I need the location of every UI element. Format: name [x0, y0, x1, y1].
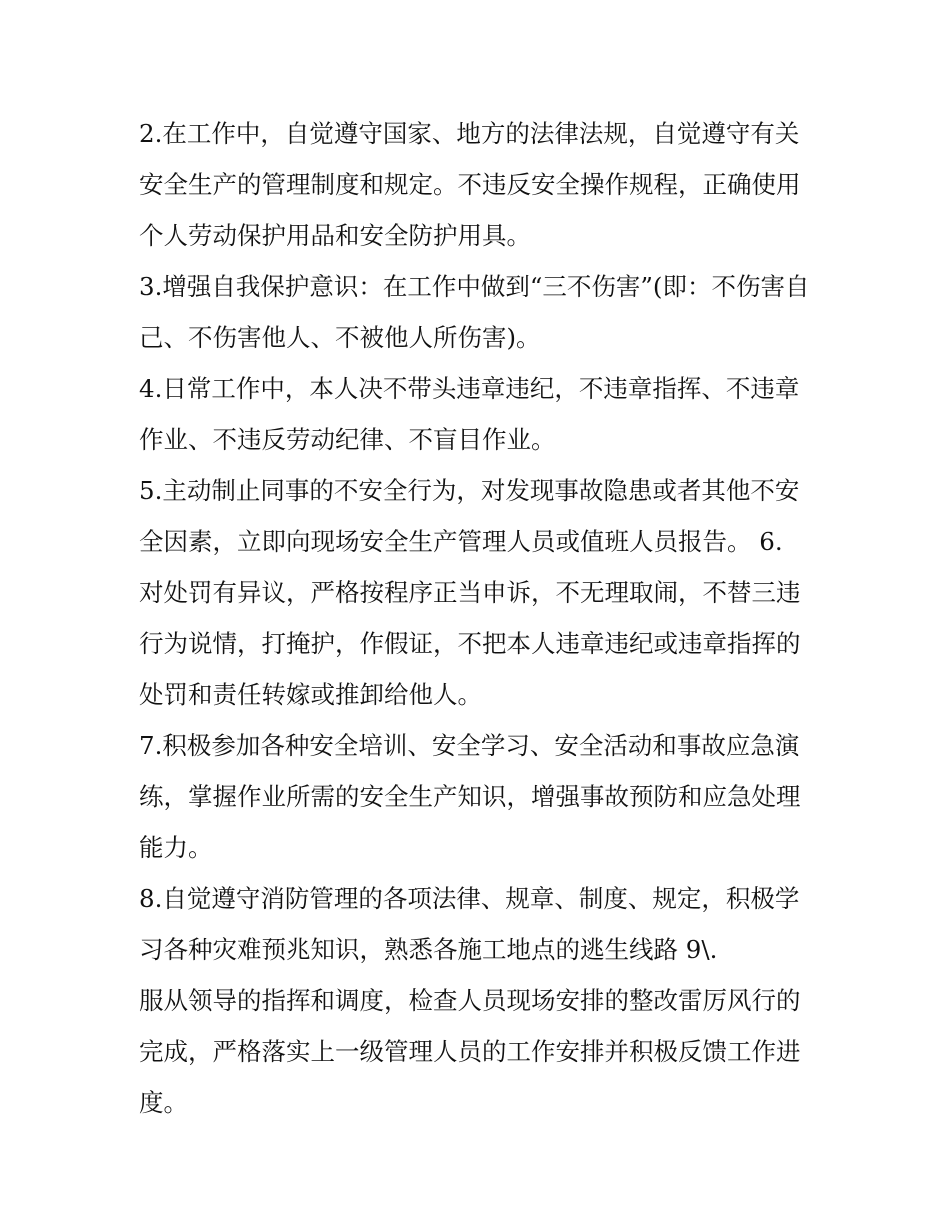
text-line: 处罚和责任转嫁或推卸给他人。	[139, 680, 482, 709]
text-line: 3.增强自我保护意识：在工作中做到“三不伤害”(即：不伤害自	[139, 272, 810, 301]
text-line: 安全生产的管理制度和规定。不违反安全操作规程，正确使用	[139, 170, 801, 199]
text-line: 对处罚有异议，严格按程序正当申诉，不无理取闹，不替三违	[139, 578, 801, 607]
text-line: 个人劳动保护用品和安全防护用具。	[139, 221, 531, 250]
text-line: 己、不伤害他人、不被他人所伤害)。	[139, 323, 541, 352]
text-line: 全因素，立即向现场安全生产管理人员或值班人员报告。 6.	[139, 527, 783, 556]
text-line: 度。	[139, 1088, 188, 1117]
text-line: 4.日常工作中，本人决不带头违章违纪，不违章指挥、不违章	[139, 374, 800, 403]
text-line: 5.主动制止同事的不安全行为，对发现事故隐患或者其他不安	[139, 476, 800, 505]
text-line: 能力。	[139, 833, 213, 862]
document-body	[139, 108, 819, 1128]
text-line: 练，掌握作业所需的安全生产知识，增强事故预防和应急处理	[139, 782, 801, 811]
text-line: 2.在工作中，自觉遵守国家、地方的法律法规，自觉遵守有关	[139, 119, 800, 148]
text-line: 服从领导的指挥和调度，检查人员现场安排的整改雷厉风行的	[139, 986, 801, 1015]
text-line: 8.自觉遵守消防管理的各项法律、规章、制度、规定，积极学	[139, 884, 800, 913]
text-line: 行为说情，打掩护，作假证，不把本人违章违纪或违章指挥的	[139, 629, 801, 658]
text-line: 7.积极参加各种安全培训、安全学习、安全活动和事故应急演	[139, 731, 800, 760]
text-line: 作业、不违反劳动纪律、不盲目作业。	[139, 425, 556, 454]
text-line: 完成，严格落实上一级管理人员的工作安排并积极反馈工作进	[139, 1037, 801, 1066]
text-line: 习各种灾难预兆知识，熟悉各施工地点的逃生线路 9\.	[139, 935, 718, 964]
